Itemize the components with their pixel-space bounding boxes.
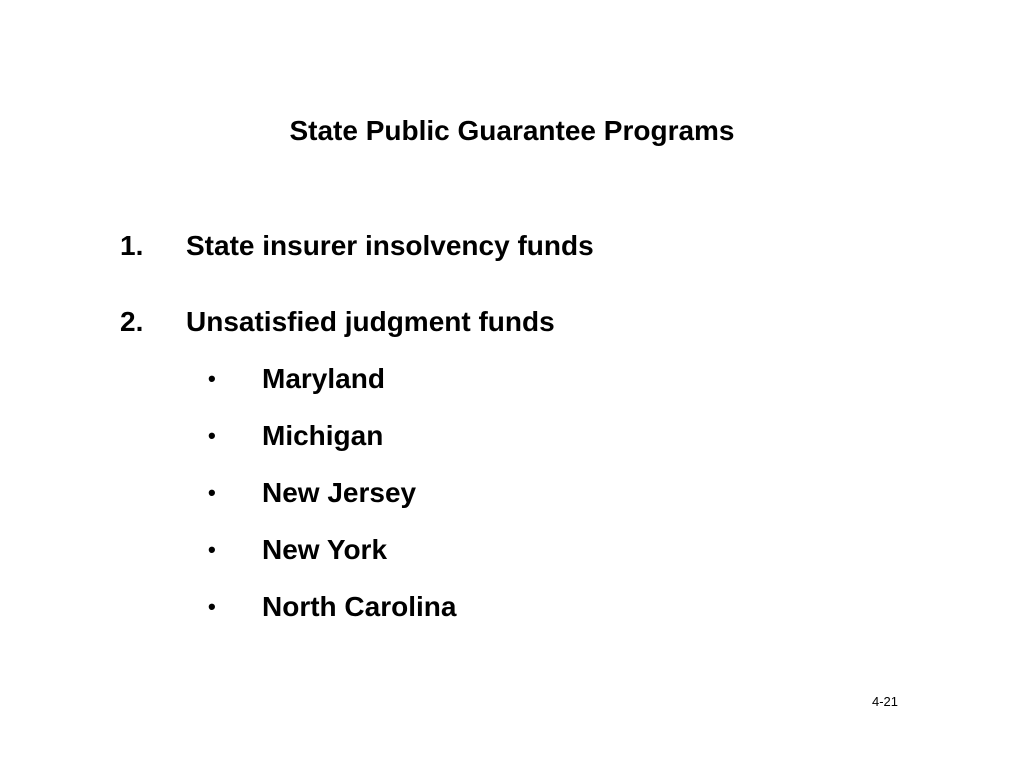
bullet-icon: • (208, 537, 216, 562)
list-item-text: Maryland (262, 363, 385, 394)
numbered-item-1 (120, 228, 594, 264)
bullet-icon: • (208, 423, 216, 448)
list-item (208, 589, 456, 646)
list-item-text: Michigan (262, 420, 384, 451)
list-item-text: New Jersey (262, 477, 417, 508)
page-number: 4-21 (872, 694, 899, 709)
list-item-text: North Carolina (262, 591, 457, 622)
numbered-item-2 (120, 304, 555, 340)
list-item (208, 361, 456, 418)
item-number: 2. (120, 306, 144, 337)
slide-title: State Public Guarantee Programs (289, 115, 735, 146)
item-text: Unsatisfied judgment funds (186, 306, 555, 337)
list-item-text: New York (262, 534, 388, 565)
bullet-icon: • (208, 480, 216, 505)
list-item (208, 532, 456, 589)
bullet-icon: • (208, 366, 216, 391)
item-text: State insurer insolvency funds (186, 230, 594, 261)
item-number: 1. (120, 230, 144, 261)
bullet-icon: • (208, 594, 216, 619)
list-item (208, 418, 456, 475)
list-item (208, 475, 456, 532)
state-list (208, 361, 456, 646)
